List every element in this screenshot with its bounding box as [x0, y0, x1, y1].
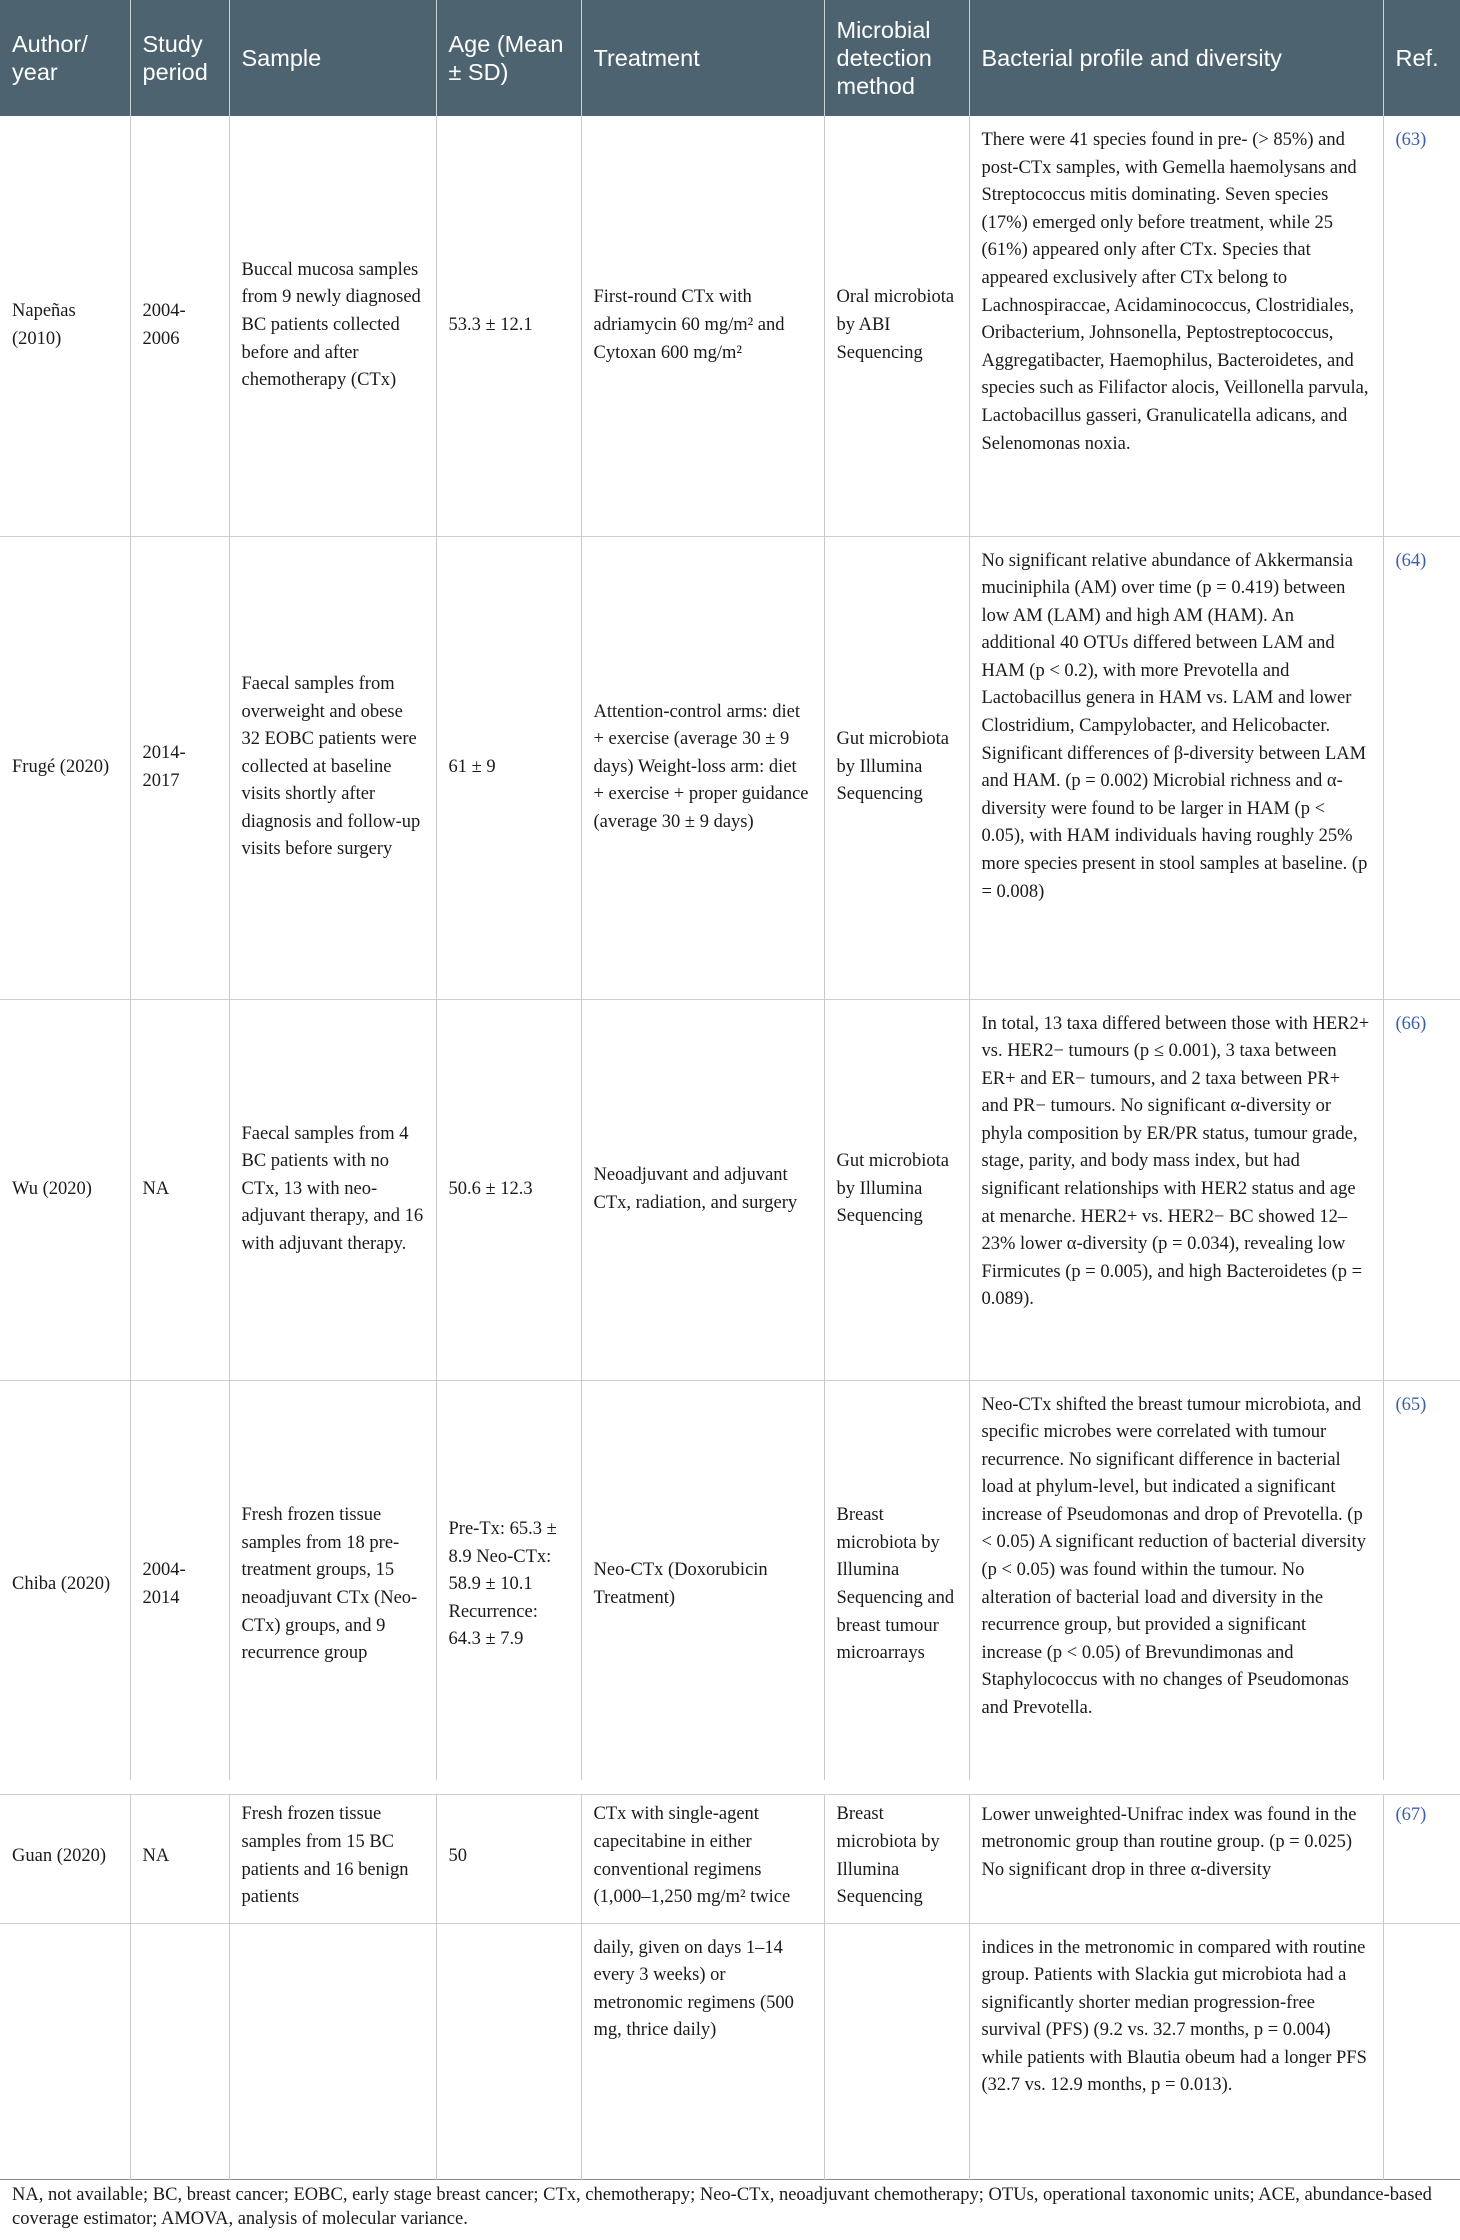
cell-author: Napeñas (2010) — [0, 116, 130, 536]
cell-treatment: daily, given on days 1–14 every 3 weeks) or metronomic regimens (500 mg, thrice daily) — [581, 1923, 824, 2179]
cell-ref-link[interactable]: (64) — [1395, 550, 1427, 571]
cell-method: Gut microbiota by Illumina Sequencing — [824, 536, 969, 999]
header-treatment: Treatment — [581, 0, 824, 116]
header-sample: Sample — [229, 0, 436, 116]
cell-ref-link — [1383, 1923, 1460, 2179]
cell-age: 50 — [436, 1790, 581, 1923]
cell-age — [436, 1923, 581, 2179]
cell-treatment: First-round CTx with adriamycin 60 mg/m² and Cytoxan 600 mg/m² — [581, 116, 824, 536]
cell-author: Wu (2020) — [0, 999, 130, 1380]
cell-period: NA — [130, 1790, 229, 1923]
cell-profile: There were 41 species found in pre- (> 85%) and post-CTx samples, with Gemella haemolysans and Streptococcus mitis dominating. Seven species (17%) emerged only before treatment, while 25 (61%) appeared only after CTx. Species that appeared exclusively after CTx belong to Lachnospiraccae, Acidaminococcus, Clostridiales, Oribacterium, Johnsonella, Peptostreptococcus, Aggregatibacter, Haemophilus, Bacteroidetes, and species such as Filifactor alocis, Veillonella parvula, Lactobacillus gasseri, Granulicatella adicans, and Selenomonas noxia. — [969, 116, 1383, 536]
header-ref: Ref. — [1395, 45, 1439, 71]
table-row — [0, 536, 1460, 999]
cell-treatment: Attention-control arms: diet + exercise (average 30 ± 9 days) Weight-loss arm: diet + exercise + proper guidance (average 30 ± 9 days) — [581, 536, 824, 999]
header-age: Age (Mean ± SD) — [436, 0, 581, 116]
cell-treatment: Neoadjuvant and adjuvant CTx, radiation, and surgery — [581, 999, 824, 1380]
header-method: Microbial detection method — [824, 0, 969, 116]
cell-method: Oral microbiota by ABI Sequencing — [824, 116, 969, 536]
cell-treatment: CTx with single-agent capecitabine in either conventional regimens (1,000–1,250 mg/m² twice — [581, 1790, 824, 1923]
table-footnote: NA, not available; BC, breast cancer; EOBC, early stage breast cancer; CTx, chemotherapy; Neo-CTx, neoadjuvant chemotherapy; OTUs, operational taxonomic units; ACE, abundance-based coverage estimator; AMOVA, analysis of molecular variance. — [12, 2185, 1432, 2229]
cell-sample: Faecal samples from overweight and obese 32 EOBC patients were collected at baseline visits shortly after diagnosis and follow-up visits before surgery — [229, 536, 436, 999]
cell-ref-link[interactable]: (66) — [1395, 1013, 1427, 1034]
table-row — [0, 999, 1460, 1380]
cell-author: Chiba (2020) — [0, 1380, 130, 1790]
cell-period: 2004-2014 — [130, 1380, 229, 1790]
table-row — [0, 1380, 1460, 1790]
cell-profile: Lower unweighted-Unifrac index was found in the metronomic group than routine group. (p = 0.025) No significant drop in three α-diversity — [969, 1790, 1383, 1923]
divider — [0, 1794, 1460, 1795]
cell-age: 50.6 ± 12.3 — [436, 999, 581, 1380]
cell-period — [130, 1923, 229, 2179]
table-row — [0, 116, 1460, 536]
cell-sample: Fresh frozen tissue samples from 18 pre-treatment groups, 15 neoadjuvant CTx (Neo-CTx) groups, and 9 recurrence group — [229, 1380, 436, 1790]
cell-age: 61 ± 9 — [436, 536, 581, 999]
cell-period: NA — [130, 999, 229, 1380]
cell-author: Guan (2020) — [0, 1790, 130, 1923]
cell-method — [824, 1923, 969, 2179]
cell-method: Gut microbiota by Illumina Sequencing — [824, 999, 969, 1380]
cell-profile: indices in the metronomic in compared with routine group. Patients with Slackia gut microbiota had a significantly shorter median progression-free survival (PFS) (9.2 vs. 32.7 months, p = 0.004) while patients with Blautia obeum had a longer PFS (32.7 vs. 12.9 months, p = 0.013). — [969, 1923, 1383, 2179]
cell-sample: Fresh frozen tissue samples from 15 BC patients and 16 benign patients — [229, 1790, 436, 1923]
cell-author — [0, 1923, 130, 2179]
cell-method: Breast microbiota by Illumina Sequencing — [824, 1790, 969, 1923]
cell-ref-link[interactable]: (63) — [1395, 130, 1427, 150]
header-period: Study period — [130, 0, 229, 116]
cell-profile: No significant relative abundance of Akkermansia muciniphila (AM) over time (p = 0.419) between low AM (LAM) and high AM (HAM). An additional 40 OTUs differed between LAM and HAM (p < 0.2), with more Prevotella and Lactobacillus genera in HAM vs. LAM and lower Clostridium, Campylobacter, and Helicobacter. Significant differences of β-diversity between LAM and HAM. (p = 0.002) Microbial richness and α-diversity were found to be larger in HAM (p < 0.05), with HAM individuals having roughly 25% more species present in stool samples at baseline. (p = 0.008) — [969, 536, 1383, 999]
cell-treatment: Neo-CTx (Doxorubicin Treatment) — [581, 1380, 824, 1790]
cell-author: Frugé (2020) — [0, 536, 130, 999]
cell-period: 2004-2006 — [130, 116, 229, 536]
header-profile: Bacterial profile and diversity — [969, 0, 1383, 116]
cell-age: 53.3 ± 12.1 — [436, 116, 581, 536]
cell-sample: Faecal samples from 4 BC patients with no CTx, 13 with neo-adjuvant therapy, and 16 with adjuvant therapy. — [229, 999, 436, 1380]
cell-method: Breast microbiota by Illumina Sequencing and breast tumour microarrays — [824, 1380, 969, 1790]
table-row-continued — [0, 1923, 1460, 2179]
cell-profile: In total, 13 taxa differed between those with HER2+ vs. HER2− tumours (p ≤ 0.001), 3 taxa between ER+ and ER− tumours, and 2 taxa between PR+ and PR− tumours. No significant α-diversity or phyla composition by ER/PR status, tumour grade, stage, parity, and body mass index, but had significant relationships with HER2 status and age at menarche. HER2+ vs. HER2− BC showed 12–23% lower α-diversity (p = 0.034), revealing low Firmicutes (p = 0.005), and high Bacteroidetes (p = 0.089). — [969, 999, 1383, 1380]
cell-sample: Buccal mucosa samples from 9 newly diagnosed BC patients collected before and after chemotherapy (CTx) — [229, 116, 436, 536]
cell-age: Pre-Tx: 65.3 ± 8.9 Neo-CTx: 58.9 ± 10.1 Recurrence: 64.3 ± 7.9 — [436, 1380, 581, 1790]
cell-period: 2014-2017 — [130, 536, 229, 999]
header-row — [0, 0, 1460, 116]
cell-ref-link[interactable]: (67) — [1395, 1804, 1427, 1825]
table-row — [0, 1790, 1460, 1923]
cell-ref-link[interactable]: (65) — [1395, 1394, 1427, 1415]
cell-profile: Neo-CTx shifted the breast tumour microbiota, and specific microbes were correlated with tumour recurrence. No significant difference in bacterial load at phylum-level, but indicated a significant increase of Pseudomonas and drop of Prevotella. (p < 0.05) A significant reduction of bacterial diversity (p < 0.05) was found within the tumour. No alteration of bacterial load and diversity in the recurrence group, but provided a significant increase (p < 0.05) of Brevundimonas and Staphylococcus with no changes of Pseudomonas and Prevotella. — [969, 1380, 1383, 1790]
header-author: Author/ year — [0, 0, 130, 116]
page-break-gap — [0, 1780, 1460, 1794]
cell-sample — [229, 1923, 436, 2179]
